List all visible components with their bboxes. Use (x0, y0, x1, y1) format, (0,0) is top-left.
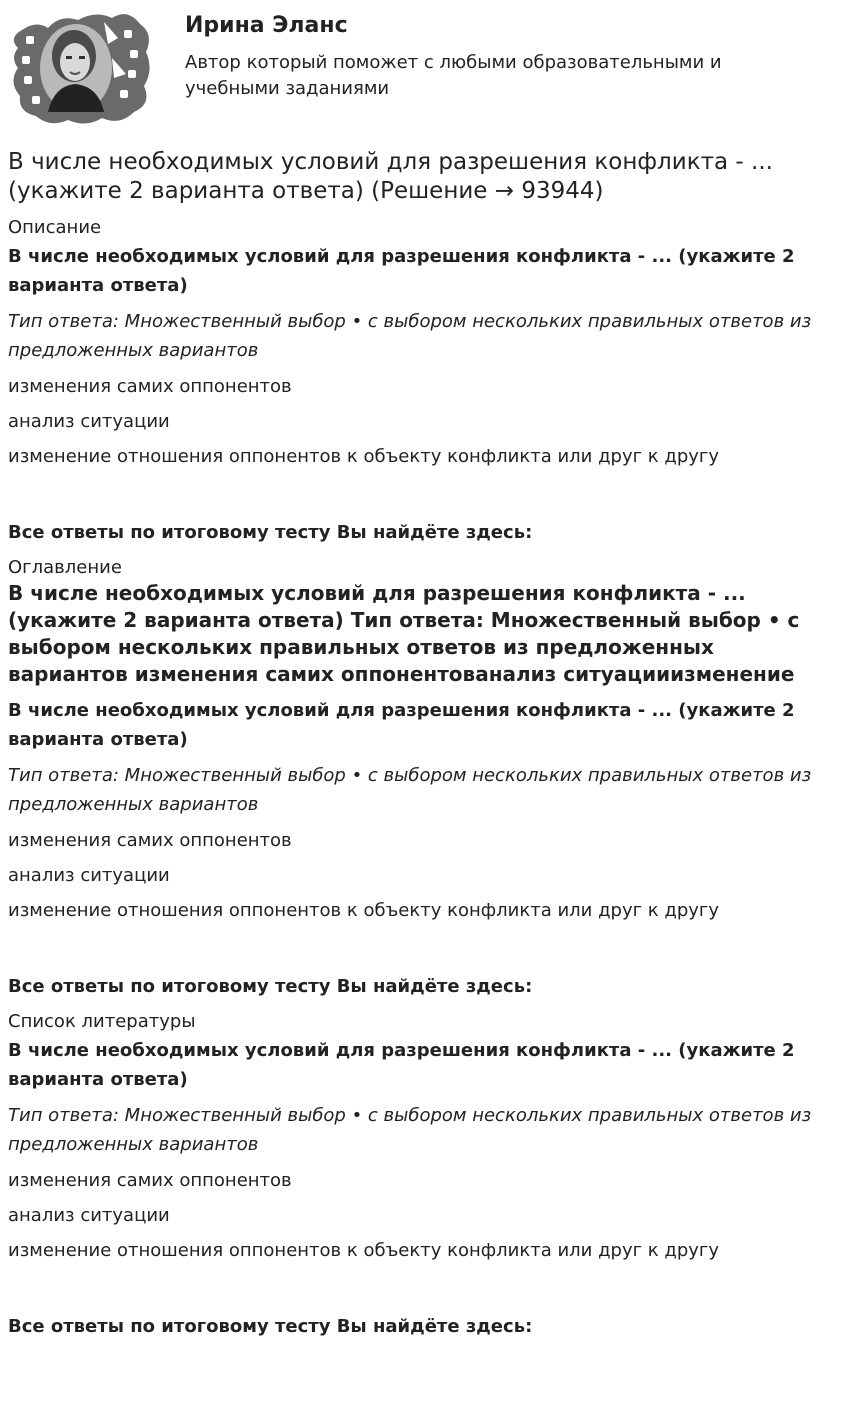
toc-section (8, 556, 839, 1000)
answer-option: анализ ситуации (8, 1205, 170, 1226)
section-label-description: Описание (8, 217, 102, 238)
description-section (8, 216, 839, 546)
answer-option: изменения самих оппонентов (8, 830, 292, 851)
page-title: В числе необходимых условий для разрешения конфликта - ... (укажите 2 варианта ответа) (Решение → 93944) (8, 149, 773, 204)
all-answers-text: Все ответы по итоговому тесту Вы найдёте здесь: (8, 1316, 533, 1337)
author-avatar (8, 8, 150, 126)
literature-section (8, 1010, 839, 1340)
toc-heading: В числе необходимых условий для разрешения конфликта - ... (укажите 2 варианта ответа) Тип ответа: Множественный выбор • с выбором нескольких правильных ответов из предложенных вариантов изменения самих оппонентованализ ситуацииизменение (8, 581, 800, 686)
question-text: В числе необходимых условий для разрешения конфликта - ... (укажите 2 варианта ответа) (8, 246, 795, 296)
author-name: Ирина Эланс (185, 13, 348, 38)
answer-type: Тип ответа: Множественный выбор • с выбором нескольких правильных ответов из предложенных вариантов (8, 1105, 812, 1155)
question-text: В числе необходимых условий для разрешения конфликта - ... (укажите 2 варианта ответа) (8, 1040, 795, 1090)
answer-option: изменение отношения оппонентов к объекту конфликта или друг к другу (8, 446, 720, 467)
answer-option: изменения самих оппонентов (8, 376, 292, 397)
all-answers-text: Все ответы по итоговому тесту Вы найдёте здесь: (8, 522, 533, 543)
answer-option: анализ ситуации (8, 411, 170, 432)
all-answers-text: Все ответы по итоговому тесту Вы найдёте здесь: (8, 976, 533, 997)
answer-type: Тип ответа: Множественный выбор • с выбором нескольких правильных ответов из предложенных вариантов (8, 311, 812, 361)
section-label-literature: Список литературы (8, 1011, 196, 1032)
answer-option: изменение отношения оппонентов к объекту конфликта или друг к другу (8, 1240, 720, 1261)
author-photo (40, 24, 112, 112)
question-text: В числе необходимых условий для разрешения конфликта - ... (укажите 2 варианта ответа) (8, 700, 795, 750)
section-label-toc: Оглавление (8, 557, 122, 578)
answer-option: изменение отношения оппонентов к объекту конфликта или друг к другу (8, 900, 720, 921)
answer-option: анализ ситуации (8, 865, 170, 886)
author-card (0, 0, 847, 128)
answer-type: Тип ответа: Множественный выбор • с выбором нескольких правильных ответов из предложенных вариантов (8, 765, 812, 815)
author-description: Автор который поможет с любыми образовательными и учебными заданиями (185, 52, 722, 99)
answer-option: изменения самих оппонентов (8, 1170, 292, 1191)
